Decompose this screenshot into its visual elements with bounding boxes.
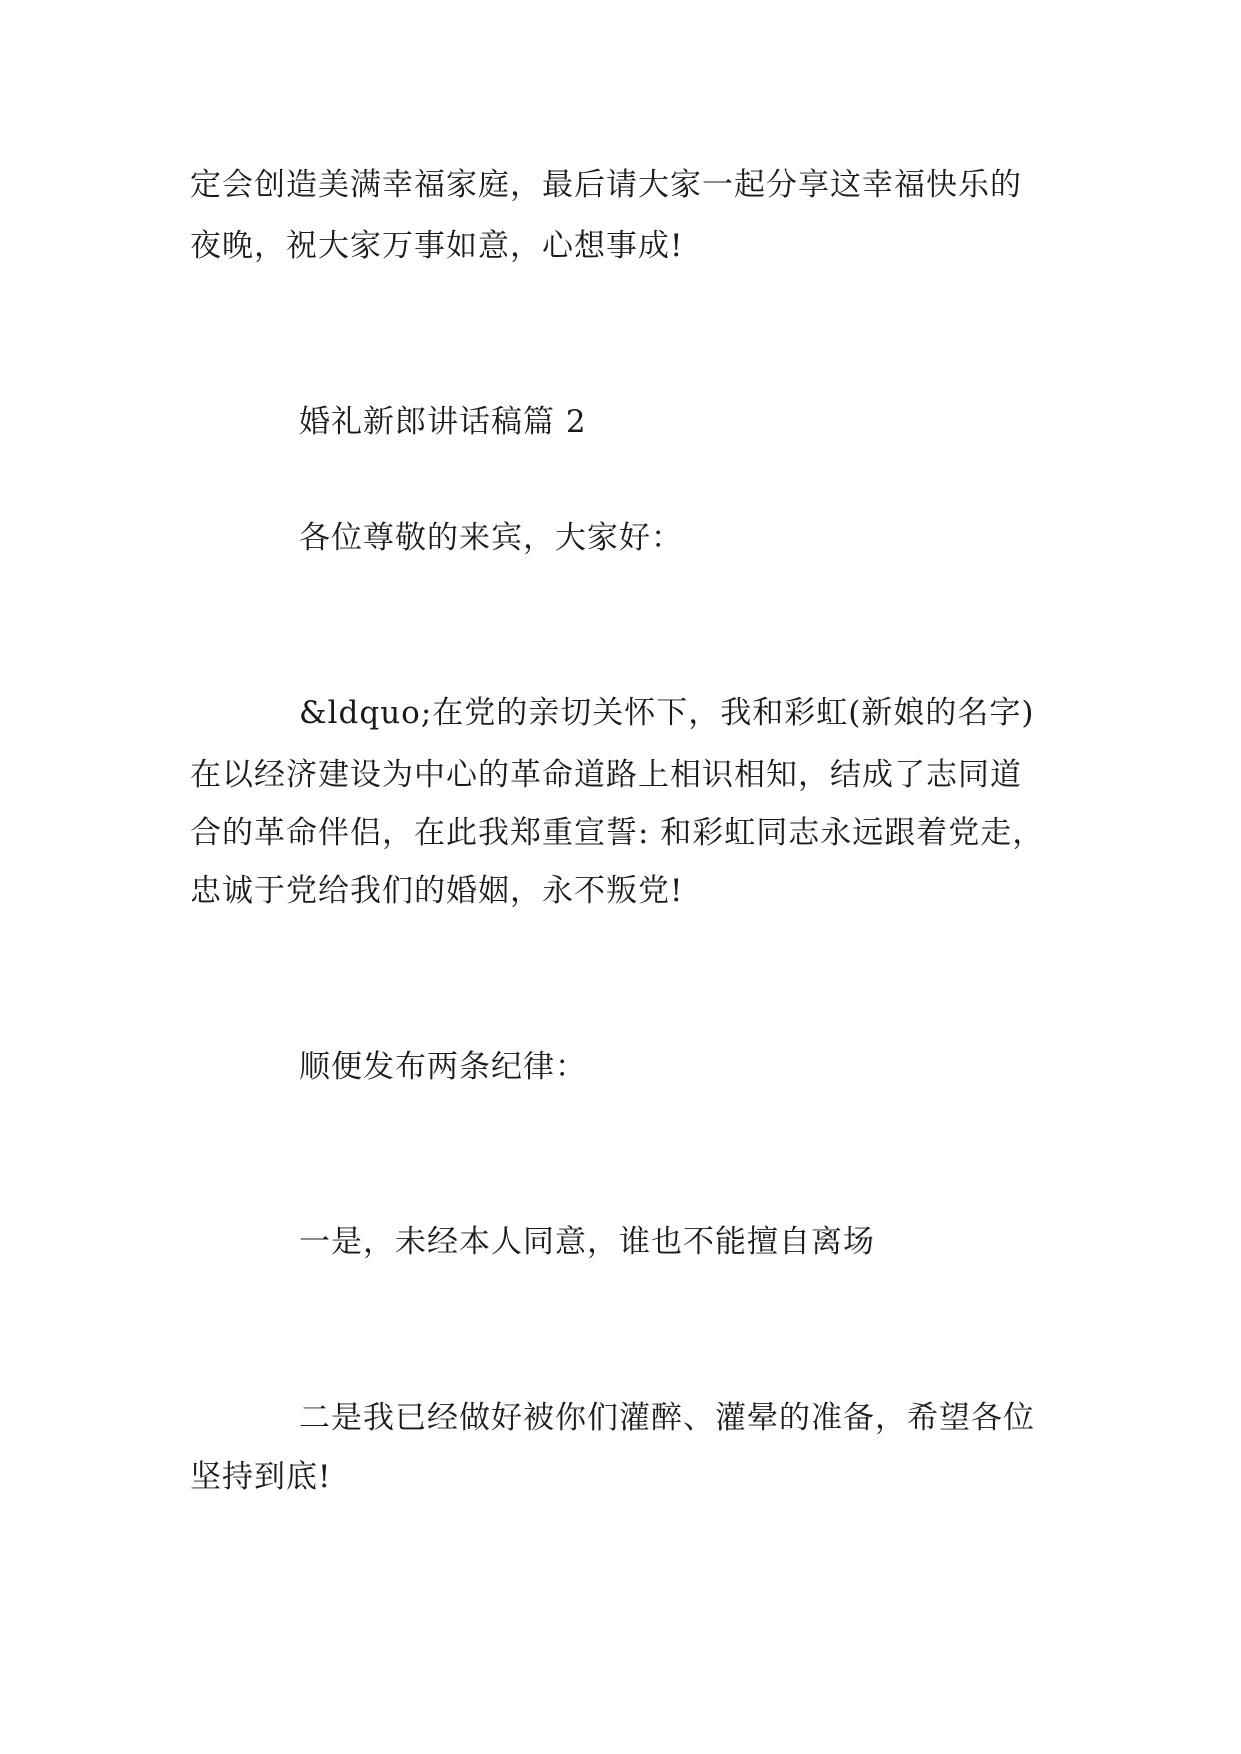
section-heading: 婚礼新郎讲话稿篇 2	[299, 404, 587, 440]
rules-intro: 顺便发布两条纪律：	[299, 1049, 587, 1085]
paragraph-closing-line-2: 夜晚，祝大家万事如意，心想事成!	[190, 228, 684, 264]
rule-two-line-1: 二是我已经做好被你们灌醉、灌晕的准备，希望各位	[299, 1400, 1035, 1436]
paragraph-closing-line-1: 定会创造美满幸福家庭，最后请大家一起分享这幸福快乐的	[190, 167, 1022, 203]
pledge-line-1: &ldquo;在党的亲切关怀下，我和彩虹(新娘的名字)	[299, 695, 1035, 731]
pledge-line-4: 忠诚于党给我们的婚姻，永不叛党!	[190, 873, 684, 909]
rule-one: 一是，未经本人同意，谁也不能擅自离场	[299, 1224, 875, 1260]
greeting-line: 各位尊敬的来宾，大家好：	[299, 520, 683, 556]
rule-two-line-2: 坚持到底!	[190, 1459, 332, 1495]
pledge-line-3: 合的革命伴侣，在此我郑重宣誓: 和彩虹同志永远跟着党走，	[190, 815, 1045, 851]
pledge-line-2: 在以经济建设为中心的革命道路上相识相知，结成了志同道	[190, 757, 1022, 793]
